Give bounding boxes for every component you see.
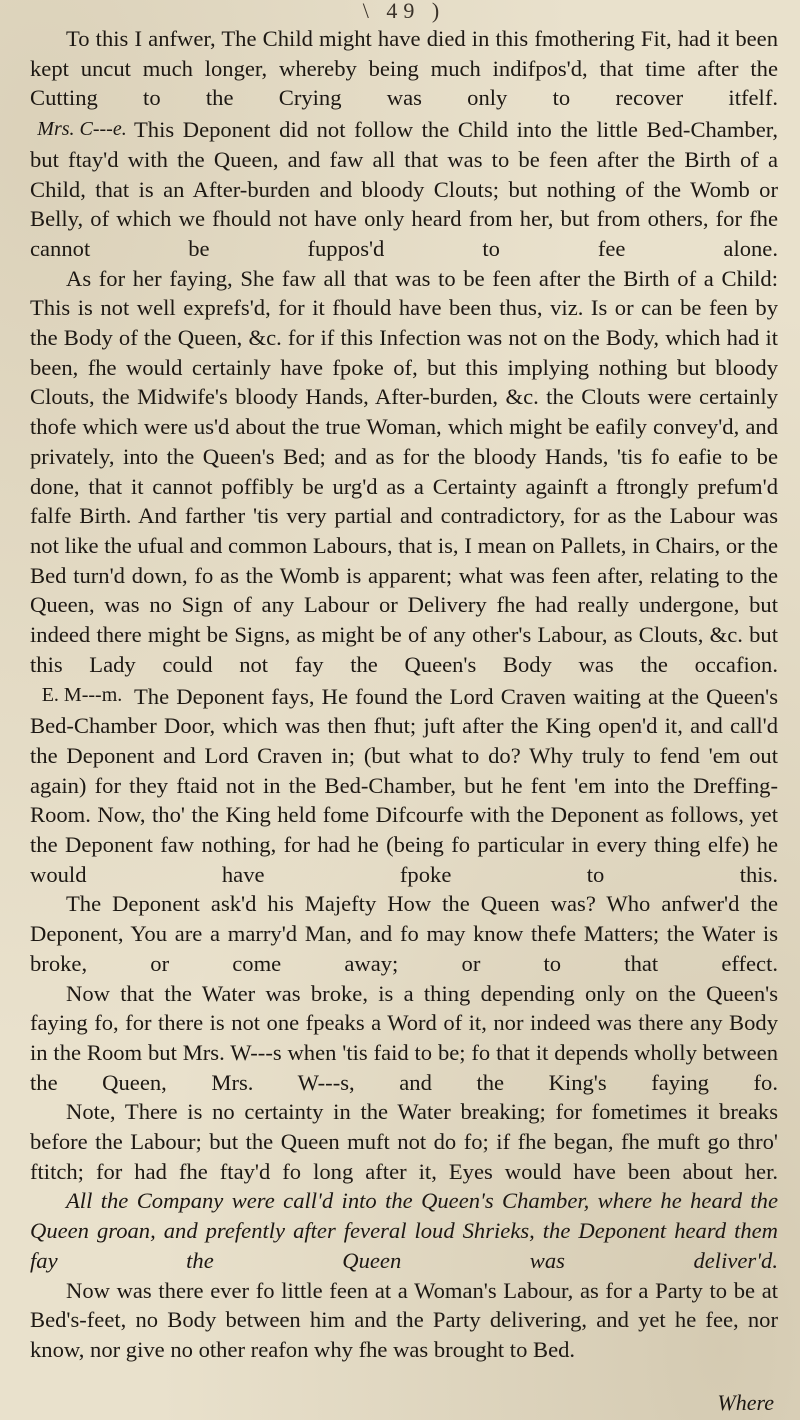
- page-body: [30, 24, 778, 1365]
- paragraph-text: As for her faying, She faw all that was to be feen after the Birth of a Child: This is not well exprefs'd, for it fhould have been thus, viz. Is or can be feen by the Body of the Queen, &c. for if this Infection was not on the Body, which had it been, fhe would certainly have fpoke of, but this implying nothing but bloody Clouts, the Midwife's bloody Hands, After-burden, &c. the Clouts were certainly thofe which were us'd about the true Woman, which might be eafily convey'd, and privately, into the Queen's Bed; and as for the bloody Hands, 'tis fo eafie to be done, that it cannot poffibly be urg'd as a Certainty againft a ftrongly prefum'd falfe Birth. And farther 'tis very partial and contradictory, for as the Labour was not like the ufual and common Labours, that is, I mean on Pallets, in Chairs, or the Bed turn'd down, fo as the Womb is apparent; what was feen after, relating to the Queen, was no Sign of any Labour or Delivery fhe had really undergone, but indeed there might be Signs, as might be of any other's Labour, as Clouts, &c. but this Lady could not fay the Queen's Body was the occafion.: [30, 265, 778, 677]
- opening-line-3: that time after the Cutting to the Crying was only to recover itfelf.: [30, 55, 778, 111]
- paragraph-text: Now that the Water was broke, is a thing depending only on the Queen's faying fo, for there is not one fpeaks a Word of it, nor indeed was there any Body in the Room but Mrs. W---s when 'tis faid to be; fo that it depends wholly between the Queen, Mrs. W---s, and the King's faying fo.: [30, 980, 778, 1095]
- paragraph-text: The Deponent fays, He found the Lord Craven waiting at the Queen's Bed-Chamber Door, which was then fhut; juft after the King open'd it, and call'd the Deponent and Lord Craven in; (but what to do? Why truly to fend 'em out again) for they ftaid not in the Bed-Chamber, but he fent 'em into the Dreffing-Room. Now, tho' the King held fome Difcourfe with the Deponent as follows, yet the Deponent faw nothing, for had he (being fo particular in every thing elfe) he would have fpoke to this.: [30, 683, 778, 887]
- paragraph-mrs-c: [30, 115, 778, 264]
- speaker-label: E. M---m.: [41, 684, 123, 707]
- paragraph-company: [30, 1186, 778, 1275]
- opening-line-1: To this I anfwer, The Child might have died in this fmothering Fit,: [66, 26, 672, 51]
- opening-line-2: had it been kept uncut much longer, whereby being much indifpos'd,: [30, 26, 778, 81]
- paragraph-as-for: [30, 264, 778, 680]
- paragraph-asked: [30, 889, 778, 978]
- paragraph-text: All the Company were call'd into the Queen's Chamber, where he heard the Queen groan, and prefently after feveral loud Shrieks, the Deponent heard them fay the Queen was deliver'd.: [30, 1188, 778, 1273]
- paragraph-text: The Deponent ask'd his Majefty How the Queen was? Who anfwer'd the Deponent, You are a marry'd Man, and fo may know thefe Matters; the Water is broke, or come away; or to that effect.: [30, 891, 778, 976]
- paragraph-text: Now was there ever fo little feen at a Woman's Labour, as for a Party to be at Bed's-feet, no Body between him and the Party delivering, and yet he fee, nor know, nor give no other reafon why fhe was brought to Bed.: [30, 1277, 778, 1362]
- paragraph-note: [30, 1097, 778, 1186]
- page-header-mark: \ 49 ): [362, 0, 446, 23]
- paragraph-now: [30, 1276, 778, 1365]
- paragraph-text: Note, There is no certainty in the Water breaking; for fometimes it breaks before the Labour; but the Queen muft not do fo; if fhe began, fhe muft go thro' ftitch; for had fhe ftay'd fo long after it, Eyes would have been about her.: [30, 1099, 778, 1184]
- opening-paragraph: [30, 24, 778, 113]
- paragraph-water: [30, 979, 778, 1098]
- speaker-label: Mrs. C---e.: [37, 118, 127, 141]
- paragraph-e-m: [30, 682, 778, 890]
- catchword: Where: [717, 1390, 774, 1415]
- paragraph-text: This Deponent did not follow the Child into the little Bed-Chamber, but ftay'd with the Queen, and faw all that was to be feen after the Birth of a Child, that is an After-burden and bloody Clouts; but nothing of the Womb or Belly, of which we fhould not have only heard from her, but from others, for fhe cannot be fuppos'd to fee alone.: [30, 117, 778, 261]
